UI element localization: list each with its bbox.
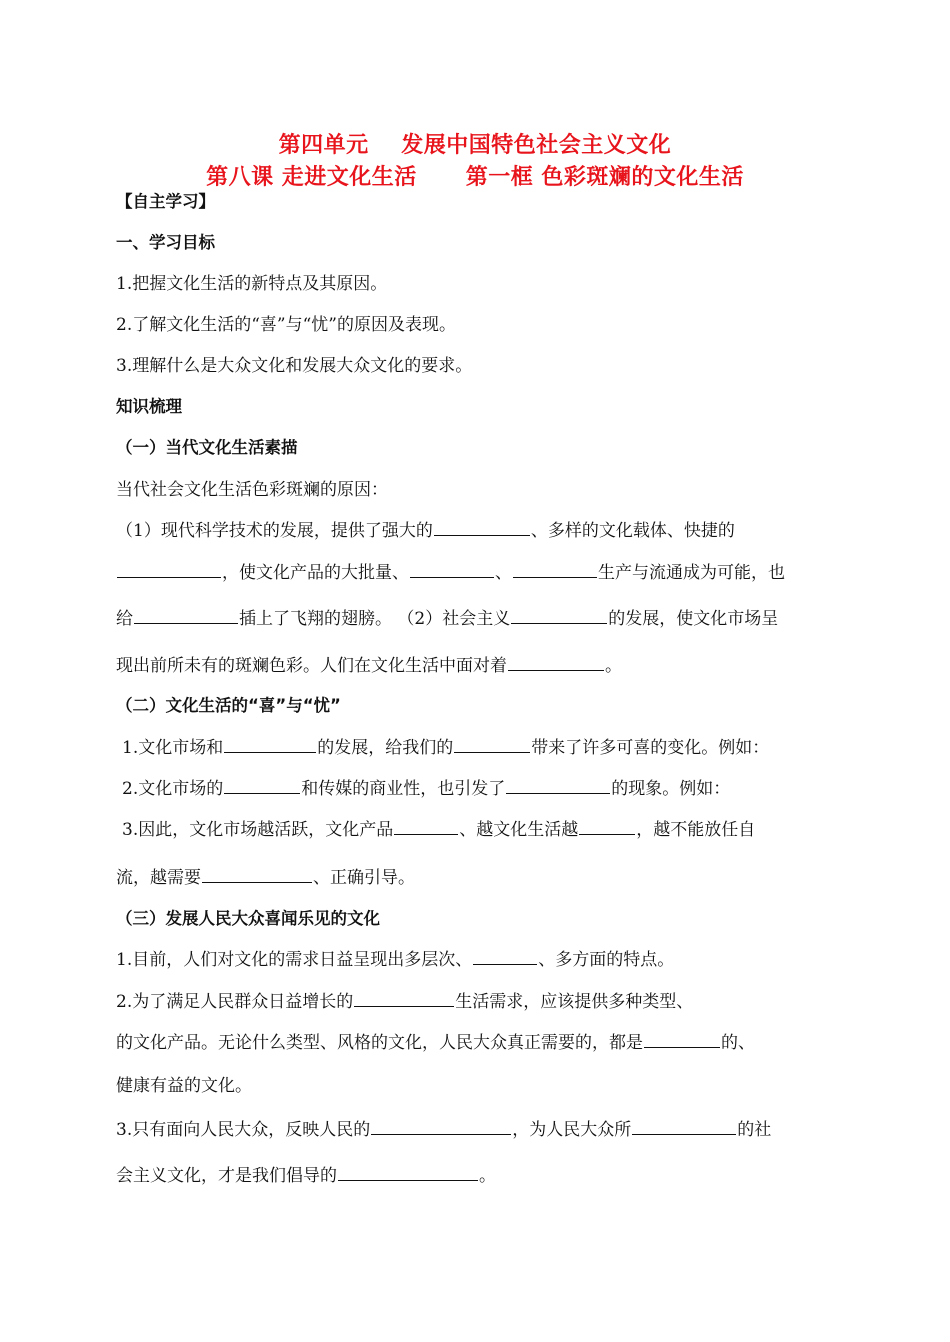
fill-blank[interactable]: [579, 818, 635, 835]
fill-blank[interactable]: [354, 990, 454, 1007]
text-segment: ，使文化产品的大批量、: [222, 563, 409, 583]
part2-item: [116, 866, 415, 890]
text-segment: ，越不能放任自: [636, 820, 756, 840]
goal-item: 1.把握文化生活的新特点及其原因。: [116, 274, 388, 294]
fill-blank[interactable]: [371, 1118, 511, 1135]
unit-title: 第四单元 发展中国特色社会主义文化: [278, 133, 672, 158]
fill-blank[interactable]: [117, 561, 221, 578]
fill-blank[interactable]: [134, 607, 238, 624]
part1-intro: 当代社会文化生活色彩斑斓的原因：: [116, 480, 388, 500]
part3-item: [116, 1118, 771, 1142]
fill-blank[interactable]: [224, 736, 316, 753]
text-segment: 的、: [721, 1033, 755, 1053]
text-segment: ，为人民大众所: [512, 1120, 632, 1140]
text-segment: 的发展，使文化市场呈: [608, 609, 779, 629]
part3-item: [116, 948, 674, 972]
goals-heading: 一、学习目标: [116, 233, 215, 252]
fill-blank[interactable]: [511, 607, 607, 624]
text-segment: 3.只有面向人民大众，反映人民的: [116, 1120, 371, 1140]
text-segment: （1）现代科学技术的发展，提供了强大的: [116, 521, 433, 541]
text-segment: 和传媒的商业性，也引发了: [301, 779, 506, 799]
text-segment: 、多方面的特点。: [538, 950, 675, 970]
lesson-title: 第八课 走进文化生活 第一框 色彩斑斓的文化生活: [206, 165, 744, 190]
text-segment: 2.文化市场的: [122, 779, 224, 799]
goal-item: 2.了解文化生活的“喜”与“忧”的原因及表现。: [116, 315, 456, 335]
text-segment: 现出前所未有的斑斓色彩。人们在文化生活中面对着: [116, 656, 507, 676]
part2-item: [122, 736, 769, 760]
part3-item: [116, 1031, 755, 1055]
part2-item: [122, 777, 730, 801]
part1-line: [116, 561, 785, 585]
fill-blank[interactable]: [632, 1118, 736, 1135]
text-segment: 、正确引导。: [313, 868, 415, 888]
fill-blank[interactable]: [644, 1031, 720, 1048]
part1-line: [116, 654, 622, 678]
text-segment: 3.因此，文化市场越活跃，文化产品: [122, 820, 394, 840]
text-segment: 、多样的文化载体、快捷的: [530, 521, 735, 541]
self-study-heading: 【自主学习】: [116, 192, 215, 211]
text-segment: 的发展，给我们的: [317, 738, 454, 758]
text-segment: 的社: [737, 1120, 772, 1140]
knowledge-heading: 知识梳理: [116, 397, 182, 416]
goal-item: 3.理解什么是大众文化和发展大众文化的要求。: [116, 356, 473, 376]
fill-blank[interactable]: [508, 654, 604, 671]
part1-line: [116, 519, 735, 543]
fill-blank[interactable]: [394, 818, 458, 835]
fill-blank[interactable]: [338, 1164, 478, 1181]
text-segment: 2.为了满足人民群众日益增长的: [116, 992, 354, 1012]
part3-heading: （三）发展人民大众喜闻乐见的文化: [116, 909, 380, 928]
fill-blank[interactable]: [473, 948, 537, 965]
text-segment: 的文化产品。无论什么类型、风格的文化，人民大众真正需要的，都是: [116, 1033, 643, 1053]
part3-item: 健康有益的文化。: [116, 1076, 252, 1096]
text-segment: 。: [479, 1166, 496, 1186]
text-segment: 给: [116, 609, 133, 629]
part2-heading: （二）文化生活的“喜”与“忧”: [116, 696, 341, 715]
fill-blank[interactable]: [454, 736, 530, 753]
text-segment: 1.文化市场和: [122, 738, 224, 758]
text-segment: 带来了许多可喜的变化。例如：: [531, 738, 770, 758]
text-segment: 流，越需要: [116, 868, 201, 888]
text-segment: 的现象。例如：: [611, 779, 731, 799]
fill-blank[interactable]: [202, 866, 312, 883]
text-segment: 会主义文化，才是我们倡导的: [116, 1166, 337, 1186]
part1-line: [116, 607, 778, 631]
text-segment: 生活需求，应该提供多种类型、: [455, 992, 694, 1012]
fill-blank[interactable]: [506, 777, 610, 794]
text-segment: 、: [495, 563, 512, 583]
part1-heading: （一）当代文化生活素描: [116, 438, 298, 457]
fill-blank[interactable]: [434, 519, 530, 536]
text-segment: 1.目前，人们对文化的需求日益呈现出多层次、: [116, 950, 473, 970]
part2-item: [122, 818, 755, 842]
fill-blank[interactable]: [410, 561, 494, 578]
fill-blank[interactable]: [513, 561, 597, 578]
fill-blank[interactable]: [224, 777, 300, 794]
text-segment: 生产与流通成为可能，也: [598, 563, 785, 583]
text-segment: 。: [605, 656, 622, 676]
text-segment: 插上了飞翔的翅膀。 （2）社会主义: [239, 609, 511, 629]
text-segment: 、越文化生活越: [459, 820, 579, 840]
part3-item: [116, 990, 693, 1014]
part3-item: [116, 1164, 496, 1188]
